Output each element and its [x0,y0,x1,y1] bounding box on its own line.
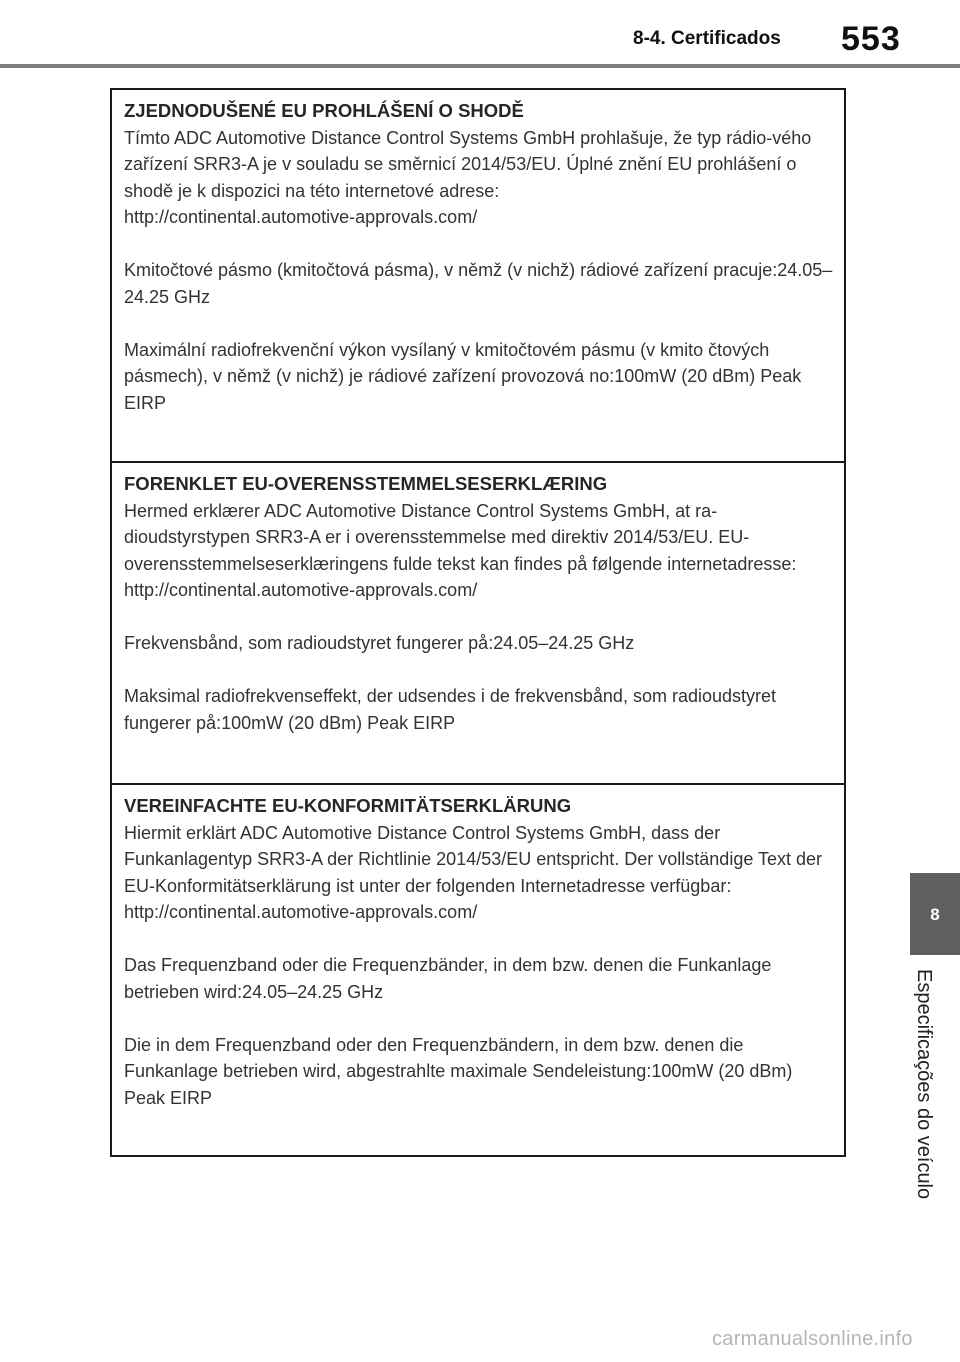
section-title: 8-4. Certificados [633,28,781,49]
max-power-danish: Maksimal radiofrekvenseffekt, der udsendes i de frekvensbånd, som radioudstyret fungerer på:100mW (20 dBm) Peak EIRP [124,686,776,733]
certificate-section-danish [112,463,844,785]
approval-url-czech[interactable]: http://continental.automotive-approvals.com/ [124,207,478,227]
declaration-text-german: Hiermit erklärt ADC Automotive Distance Control Systems GmbH, dass der Funkanlagentyp SRR3-A der Richtlinie 2014/53/EU entspricht. Der vollständige Text der EU-Konformitätserklärung ist unter der folgenden Internetadresse verfügbar: [124,822,823,896]
declaration-text-danish: Hermed erklærer ADC Automotive Distance Control Systems GmbH, at ra-dioudstyrstypen SRR3-A er i overensstemmelse med direktiv 2014/53/EU. EU-overensstemmelseserklæringens fulde tekst kan findes på følgende internetadresse: [124,500,797,574]
approval-url-german[interactable]: http://continental.automotive-approvals.com/ [124,902,478,922]
certificate-section-czech [112,90,844,463]
max-power-german: Die in dem Frequenzband oder den Frequenzbändern, in dem bzw. denen die Funkanlage betrieben wird, abgestrahlte maximale Sendeleistung:100mW (20 dBm) Peak EIRP [124,1034,793,1108]
certificate-section-german [112,785,844,1155]
frequency-band-german: Das Frequenzband oder die Frequenzbänder, in dem bzw. denen die Funkanlage betrieben wird:24.05–24.25 GHz [124,955,772,1002]
page-number: 553 [841,20,901,58]
certificate-title-danish: FORENKLET EU-OVERENSSTEMMELSESERKLÆRING [124,473,608,494]
certificate-title-czech: ZJEDNODUŠENÉ EU PROHLÁŠENÍ O SHODĚ [124,100,524,121]
chapter-title: Especificações do veículo [913,969,935,1200]
watermark: carmanualsonline.info [712,1328,913,1350]
chapter-number: 8 [930,905,940,924]
header-divider [0,64,960,68]
certificate-table [110,88,846,1157]
certificate-title-german: VEREINFACHTE EU-KONFORMITÄTSERKLÄRUNG [124,795,572,816]
frequency-band-danish: Frekvensbånd, som radioudstyret fungerer på:24.05–24.25 GHz [124,633,635,653]
approval-url-danish[interactable]: http://continental.automotive-approvals.com/ [124,580,478,600]
declaration-text-czech: Tímto ADC Automotive Distance Control Systems GmbH prohlašuje, že typ rádio-vého zařízení SRR3-A je v souladu se směrnicí 2014/53/EU. Úplné znění EU prohlášení o shodě je k dispozici na této internetové adrese: [124,127,812,201]
max-power-czech: Maximální radiofrekvenční výkon vysílaný v kmitočtovém pásmu (v kmito čtových pásmech), v němž (v nichž) je rádiové zařízení provozová no:100mW (20 dBm) Peak EIRP [124,339,802,413]
frequency-band-czech: Kmitočtové pásmo (kmitočtová pásma), v němž (v nichž) rádiové zařízení pracuje:24.05–24.25 GHz [124,260,833,307]
